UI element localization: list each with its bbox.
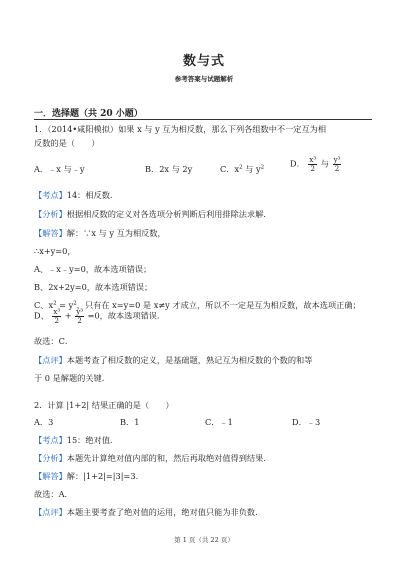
q1-kaodian: 【考点】14：相反数.	[34, 190, 113, 200]
fraction: $\frac{\text{y³}}{2}$	[76, 308, 83, 325]
page-subtitle: 参考答案与试题解析	[174, 75, 234, 83]
section-divider	[34, 119, 372, 120]
q2-answer: 故选：A．	[34, 489, 73, 499]
q2-option-d: D．﹣3	[292, 417, 321, 427]
q2-stem: 2．计算 |1+2| 结果正确的是（ ）	[34, 400, 174, 410]
section-heading: 一．选择题（共 20 小题）	[34, 109, 143, 119]
page-footer: 第 1 页（共 22 页）	[174, 536, 234, 544]
fraction: $\frac{\text{x³}}{2}$	[53, 308, 61, 325]
q1-answer: 故选：C．	[34, 336, 74, 346]
q2-option-c: C．﹣1	[205, 417, 233, 427]
q1-option-d: D． $\frac{\text{x³}}{2}$ 与 $\frac{\text{y³}}{2}$	[290, 156, 341, 173]
q1-line-d: D、 $\frac{\text{x³}}{2}$ + $\frac{\text{y³}}{2}$ =0，故本选项错误.	[34, 308, 160, 325]
q1-dianping-line1: 【点评】本题考查了相反数的定义，是基础题，熟记互为相反数的个数的和等	[34, 355, 313, 365]
q1-stem-line1: 1．（2014•咸阳模拟）如果 x 与 y 互为相反数，那么下列各组数中不一定互为相	[34, 124, 327, 134]
q1-line-a: A、﹣x﹣y=0，故本选项错误；	[34, 264, 152, 274]
fraction: $\frac{\text{y³}}{2}$	[333, 156, 341, 173]
q1-option-a: A．﹣x 与﹣y	[34, 164, 85, 174]
q1-line-sum: ∴x+y=0，	[34, 246, 76, 256]
q1-line-b: B、2x+2y=0，故本选项错误；	[34, 282, 153, 292]
q1-option-b: B．2x 与 2y	[145, 164, 193, 174]
page-title: 数与式	[182, 54, 225, 69]
q2-fenxi: 【分析】本题先计算绝对值内部的和，然后再取绝对值得到结果.	[34, 453, 266, 463]
q1-line-c: C、$x^2 = y^2$，只有在 x=y=0 是 x≠y 才成立，所以不一定是互为相反数，故本选项正确；	[34, 300, 361, 310]
q1-jieda: 【解答】解：∵x 与 y 互为相反数，	[34, 228, 166, 238]
fraction: $\frac{\text{x³}}{2}$	[309, 156, 317, 173]
q1-option-c: C．$x^2$ 与 $y^2$	[220, 164, 265, 174]
q1-fenxi: 【分析】根据相反数的定义对各选项分析判断后利用排除法求解.	[34, 209, 266, 219]
q1-stem-line2: 反数的是（ ）	[34, 138, 100, 148]
q1-dianping-line2: 于 0 是解题的关键.	[34, 373, 105, 383]
q2-option-b: B．1	[120, 417, 140, 427]
q2-jieda: 【解答】解：|1+2|=|3|=3.	[34, 471, 139, 481]
q2-option-a: A．3	[34, 417, 54, 427]
q2-kaodian: 【考点】15：绝对值.	[34, 435, 113, 445]
q2-dianping: 【点评】本题主要考查了绝对值的运用，绝对值只能为非负数.	[34, 507, 258, 517]
